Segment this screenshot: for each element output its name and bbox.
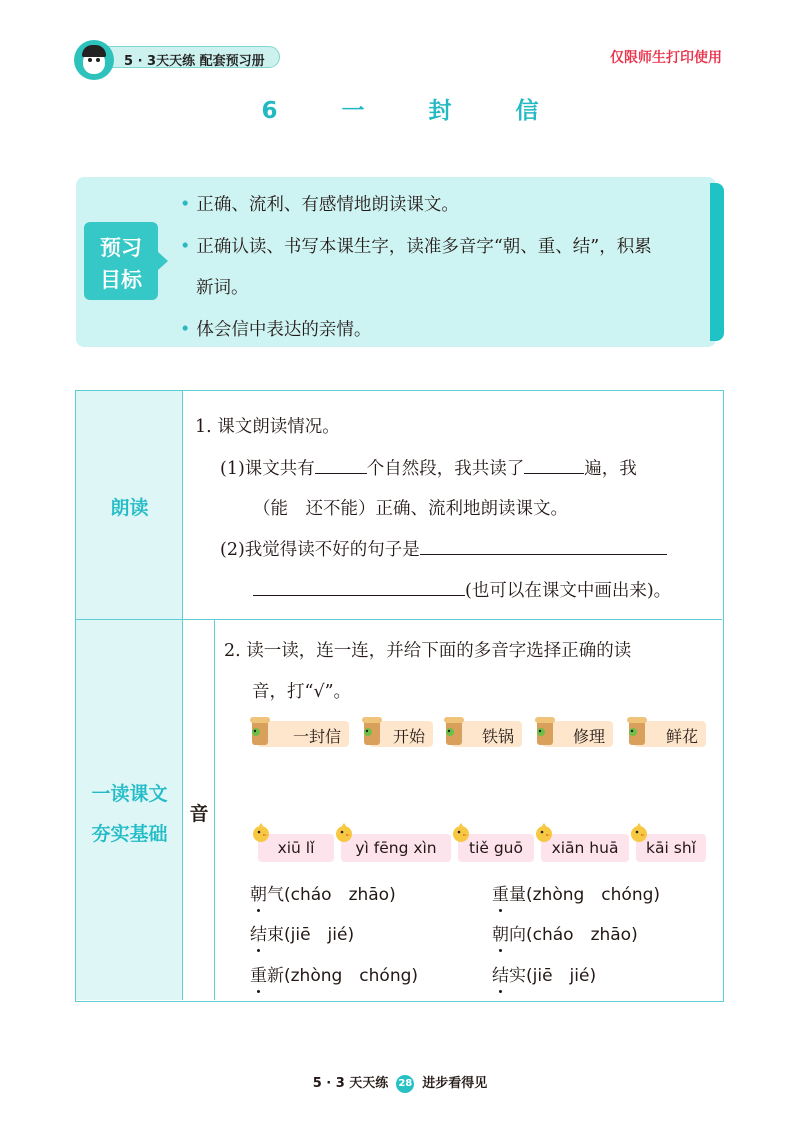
goal-item: • 体会信中表达的亲情。 [180,320,372,340]
goal-item: • 正确认读、书写本课生字，读准多音字“朝、重、结”，积累 [180,237,652,257]
goals-tag-line1: 预习 [100,236,142,260]
basics-label-1: 一读课文 [91,783,168,805]
word-card[interactable]: 开始 [369,721,433,747]
goals-box-edge [710,183,724,341]
sound-label: 音 [189,803,209,825]
sound-column [183,619,215,1000]
q1-title: 1. 课文朗读情况。 [195,417,340,437]
word-card[interactable]: 铁锅 [451,721,522,747]
reading-label: 朗读 [110,497,149,519]
goals-tag [84,222,158,300]
tree-stump-icon [441,715,467,747]
q1-part2: (2)我觉得读不好的句子是 [220,536,667,561]
goals-tag-line2: 目标 [100,268,142,292]
blank-hard-sentence[interactable] [420,537,667,555]
polyphone-item[interactable]: 重量(zhòng chóng) [492,885,661,905]
page-footer [0,1072,800,1093]
q1-part1-cont: （能 还不能）正确、流利地朗读课文。 [253,499,568,519]
word-card[interactable]: 一封信 [257,721,349,747]
pinyin-card[interactable]: yì fēng xìn [341,834,451,862]
pinyin-card[interactable]: tiě guō [458,834,534,862]
polyphone-item[interactable]: 结束(jiē jié) [250,925,355,945]
q1-part1: (1)课文共有 个自然段，我共读了 遍，我 [220,455,637,480]
exercise-table [75,390,724,1002]
blank-paragraph-count[interactable] [315,456,367,474]
pinyin-card[interactable]: xiū lǐ [258,834,334,862]
q2-title: 2. 读一读，连一连，并给下面的多音字选择正确的读 [224,641,632,661]
word-card[interactable]: 修理 [542,721,613,747]
book-header [74,40,280,72]
goal-item-continued: 新词。 [196,278,249,298]
polyphone-item[interactable]: 结实(jiē jié) [492,966,597,986]
tree-stump-icon [359,715,385,747]
q1-part2-cont: (也可以在课文中画出来)。 [253,577,671,602]
page-number: 28 [396,1075,414,1093]
goal-item: • 正确、流利、有感情地朗读课文。 [180,195,459,215]
book-name: 5 · 3天天练 配套预习册 [124,54,265,69]
polyphone-item[interactable]: 朝向(cháo zhāo) [492,925,638,945]
tree-stump-icon [532,715,558,747]
section-label-column [76,391,183,1000]
pinyin-card[interactable]: xiān huā [541,834,629,862]
footer-left: 5 · 3 天天练 [312,1076,389,1091]
polyphone-item[interactable]: 重新(zhòng chóng) [250,966,419,986]
footer-right: 进步看得见 [422,1076,488,1091]
q2-title-cont: 音，打“√”。 [252,682,352,702]
lesson-title: 6 一 封 信 [261,98,567,124]
tree-stump-icon [624,715,650,747]
tree-stump-icon [247,715,273,747]
pinyin-card[interactable]: kāi shǐ [636,834,706,862]
mascot-avatar-icon [74,40,114,80]
print-notice: 仅限师生打印使用 [610,50,722,66]
word-card[interactable]: 鲜花 [634,721,706,747]
row-divider [76,619,722,620]
blank-read-count[interactable] [524,456,584,474]
blank-hard-sentence-2[interactable] [253,578,465,596]
basics-label-2: 夯实基础 [91,823,168,845]
polyphone-item[interactable]: 朝气(cháo zhāo) [250,885,396,905]
